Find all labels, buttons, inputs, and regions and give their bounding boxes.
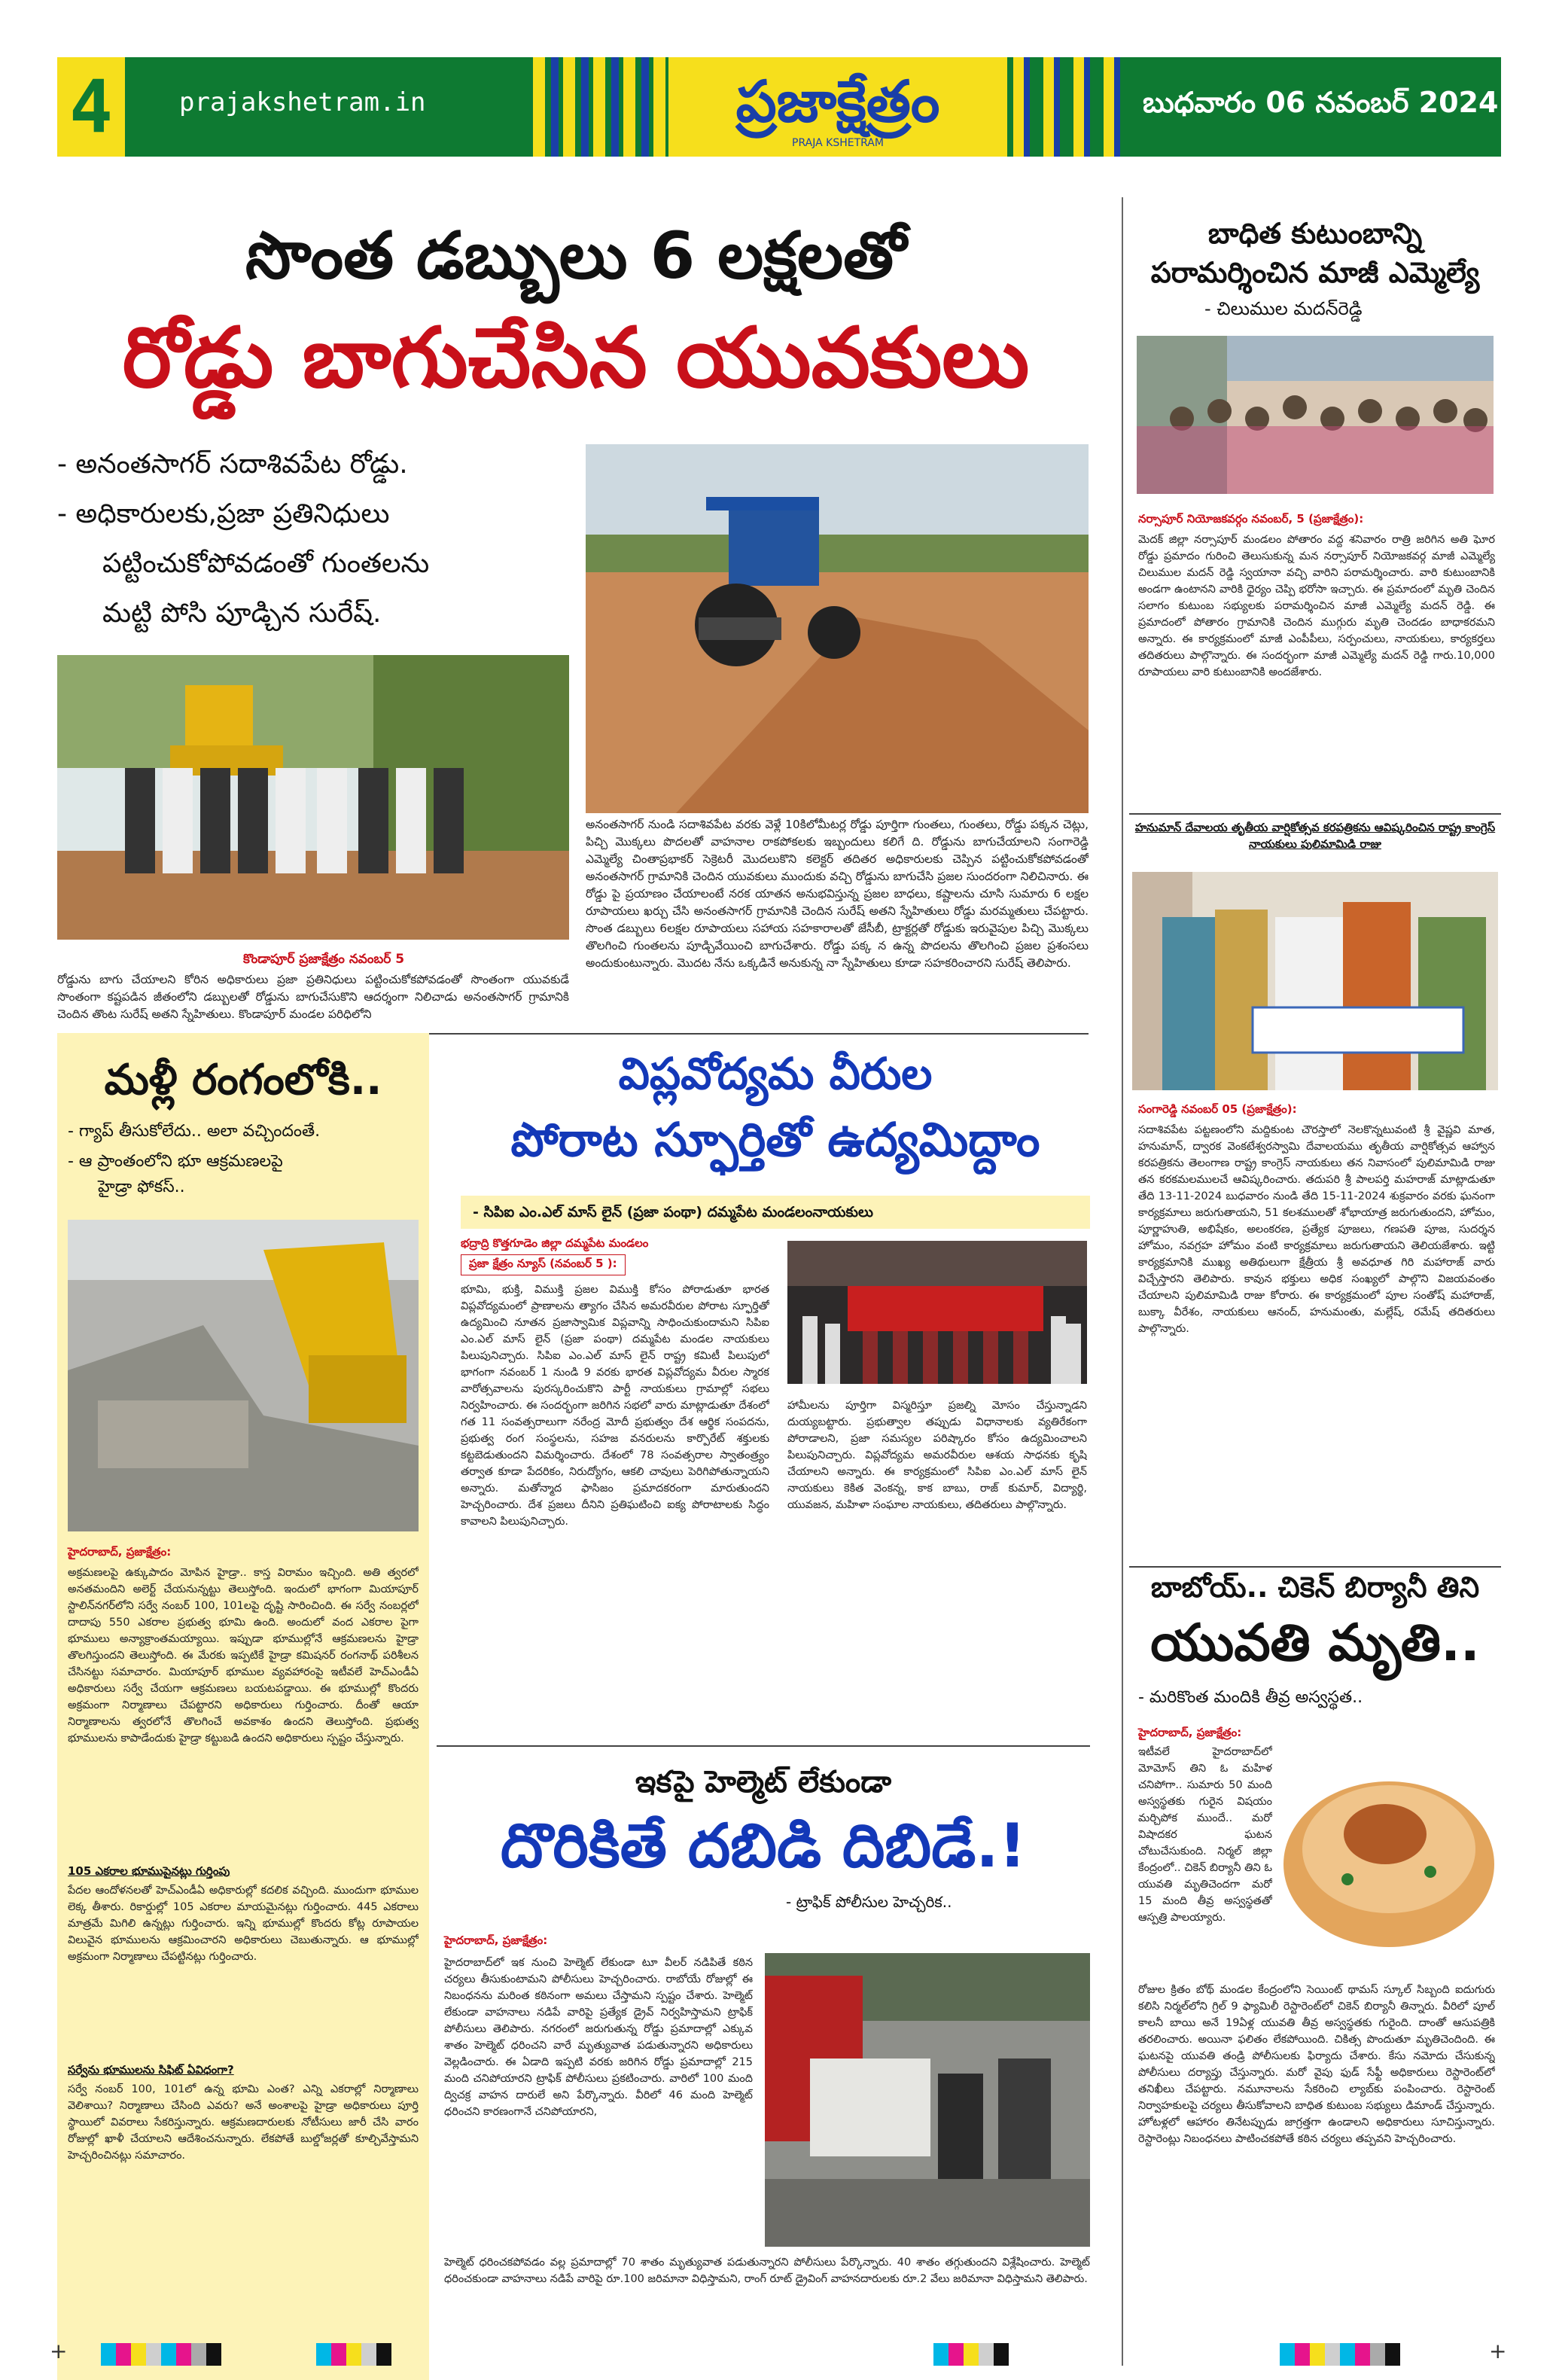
biryani-photo bbox=[1280, 1736, 1498, 1962]
main-headline-line2: రోడ్డు బాగుచేసిన యువకులు bbox=[122, 309, 1030, 406]
main-headline-line1: సొంత డబ్బులు 6 లక్షలతో bbox=[245, 218, 907, 294]
malli-bullets bbox=[68, 1119, 422, 1200]
main-bullets bbox=[57, 444, 577, 634]
biryani-photo-image bbox=[1280, 1736, 1498, 1962]
chicken-bullet: - మరికొంత మందికి తీవ్ర అస్వస్థత.. bbox=[1138, 1688, 1363, 1707]
exmla-body: మెదక్ జిల్లా నర్సాపూర్ మండలం పోతారం వద్ద శనివారం రాత్రి జరిగిన అతి ఘోర రోడ్డు ప్రమాదం గురించి తెలుసుకున్న మన నర్సాపూర్ నియోజకవర్గ మాజీ ఎమ్మెల్యే చిలుముల మదన్ రెడ్డి స్వయానా వచ్చి వారిని పరామర్శించారు. వారి కుటుంబానికి అండగా ఉంటానని వారికి ధైర్యం చెప్పి భరోసా ఇచ్చారు. ఈ ప్రమాదంలో మృతి చెందిన సలాగం కుటుంబ సభ్యులకు పరామర్శించిన మాజీ ఎమ్మెల్యే మదన్ రెడ్డి. ఈ ప్రమాదంలో పోతారం గ్రామానికి చెందిన ముగ్గురు మృతి చెందడం బాధాకరమని అన్నారు. ఈ కార్యక్రమంలో మాజీ ఎంపీపీలు, సర్పంచులు, నాయకులు, కార్యకర్తలు తదితరులు పాల్గొన్నారు. ఈ సందర్భంగా మాజీ ఎమ్మెల్యే మదన్ రెడ్డి గారు.10,000 రూపాయలు వారి కుటుంబానికి అందజేశారు. bbox=[1138, 534, 1495, 678]
viplava-divider bbox=[437, 1745, 1090, 1747]
exmla-photo bbox=[1137, 336, 1494, 494]
youth-group-photo-image bbox=[57, 655, 569, 940]
hydra-demolition-photo bbox=[68, 1220, 419, 1531]
malli-bullet-2: - ఆ ప్రాంతంలోని భూ ఆక్రమణలపై bbox=[68, 1152, 283, 1171]
malli-headline: మళ్లీ రంగంలోకి.. bbox=[104, 1056, 382, 1105]
helmet-traffic-photo-image bbox=[765, 1953, 1090, 2247]
hanuman-dateline: సంగారెడ్డి నవంబర్ 05 (ప్రజాక్షేత్రం): bbox=[1138, 1102, 1297, 1116]
helmet-body-left: హైదరాబాద్‌లో ఇక నుంచి హెల్మెట్ లేకుండా టూ వీలర్ నడిపితే కఠిన చర్యలు తీసుకుంటామని పోలీసులు హెచ్చరించారు. రాబోయే రోజుల్లో ఈ నిబంధనను మరింత కఠినంగా అమలు చేస్తామని స్పష్టం చేశారు. హెల్మెట్ లేకుండా వాహనాలు నడిపే వారిపై ప్రత్యేక డ్రైవ్ నిర్వహిస్తామని ట్రాఫిక్ పోలీసులు తెలిపారు. నగరంలో జరుగుతున్న రోడ్డు ప్రమాదాల్లో ఎక్కువ శాతం హెల్మెట్ ధరించని వారే మృత్యువాత పడుతున్నారని అధికారులు వెల్లడించారు. ఈ ఏడాది ఇప్పటి వరకు జరిగిన రోడ్డు ప్రమాదాల్లో 215 మంది చనిపోయారని ట్రాఫిక్ పోలీసులు ప్రకటించారు. వారిలో 100 మంది ద్విచక్ర వాహన దారులే అని పేర్కొన్నారు. వీరిలో 46 మంది హెల్మెట్ ధరించని కారణంగానే చనిపోయారని, bbox=[444, 1957, 753, 2118]
main-photo-caption: కొండాపూర్ ప్రజాక్షేత్రం నవంబర్ 5 bbox=[242, 952, 405, 967]
newspaper-logo: ప్రజాక్షేత్రం bbox=[668, 57, 1007, 157]
hanuman-headline: హనుమాన్ దేవాలయ తృతీయ వార్షికోత్సవ కరపత్రికను ఆవిష్కరించిన రాష్ట్ర కాంగ్రెస్ నాయకులు పులిమామిడి రాజు bbox=[1134, 821, 1496, 851]
page-number: 4 bbox=[57, 57, 125, 157]
malli-body-2: పేదల ఆందోళనలతో హెచ్ఎండీఏ అధికారుల్లో కదలిక వచ్చింది. ముందుగా భూముల లెక్క తీశారు. రికార్డుల్లో 105 ఎకరాల మాయమైనట్లు గుర్తించారు. 445 ఎకరాలు మాత్రమే మిగిలి ఉన్నట్లు గుర్తించారు. ఇన్ని భూముల్లో కొందరు కోట్ల రూపాయల విలువైన భూములను ఆక్రమించారని అధికారులు చెబుతున్నారు. ఆ భూముల్లో అక్రమంగా నిర్మాణాలు చేపట్టినట్లు గుర్తించారు. bbox=[68, 1885, 419, 1963]
helmet-body-bottom: హెల్మెట్ ధరించకపోవడం వల్ల ప్రమాదాల్లో 70 శాతం మృత్యువాత పడుతున్నారని పోలీసులు పేర్కొన్నారు. 40 శాతం తగ్గుతుందని విశ్లేషించారు. హెల్మెట్ ధరించకుండా వాహనాలు నడిపే వారిపై రూ.100 జరిమానా విధిస్తామని, రాంగ్ రూట్ డ్రైవింగ్ వాహనదారులకు రూ.2 వేలు జరిమానా విధిస్తామని తెలిపారు. bbox=[444, 2257, 1090, 2285]
right-registration-mark: + bbox=[1489, 2339, 1507, 2363]
main-bullet-2: - అధికారులకు,ప్రజా ప్రతినిధులు bbox=[57, 498, 390, 529]
color-bar-right bbox=[933, 2343, 1009, 2366]
malli-subhead-1: 105 ఎకరాల భూముపైనట్లు గుర్తింపు bbox=[68, 1864, 230, 1878]
viplava-rally-photo bbox=[787, 1241, 1087, 1384]
left-registration-mark: + bbox=[50, 2339, 68, 2363]
malli-body: అక్రమణలపై ఉక్కుపాదం మోపిన హైడ్రా.. కాస్త విరామం ఇచ్చింది. అతి త్వరలో అనతమందిని అలెర్ట్ చేయనున్నట్టు తెలుస్తోంది. ఇందులో భాగంగా మియాపూర్ స్టాలిన్‌నగర్‌లోని సర్వే నంబర్ 100, 101లపై దృష్టి సారించింది. ఈ సర్వే నంబర్లలో దాదాపు 550 ఎకరాల ప్రభుత్వ భూమి ఉంది. అందులో వంద ఎకరాల పైగా భూములు అన్యాక్రాంతమయ్యాయి. ఇప్పుడా భూముల్లోనే ఆక్రమణలను హైడ్రా తొలగిస్తుందని తెలుస్తోంది. ఈ మేరకు ఇప్పటికే హైడ్రా కమిషనర్ రంగనాథ్ పరిశీలన చేసినట్టు సమాచారం. మియాపూర్ భూముల వ్యవహారంపై ఇటీవలే హెచ్‌ఎండీఏ అధికారులు సర్వే చేయగా ఆక్రమణలు బయటపడ్డాయి. ఈ భూముల్లో కొందరు అక్రమంగా నిర్మాణాలు చేపట్టారని అధికారులు గుర్తించారు. దీంతో ఆయా నిర్మాణాలను త్వరలోనే తొలగించే అవకాశం ఉందని తెలుస్తోంది. ప్రభుత్వ భూములను కాపాడేందుకు హైడ్రా కట్టుబడి ఉందని అధికారులు స్పష్టం చేస్తున్నారు. bbox=[68, 1567, 419, 1745]
viplava-headline-line1: విప్లవోద్యమ వీరుల bbox=[618, 1048, 933, 1099]
viplava-body-left: భూమి, భుక్తి, విముక్తి ప్రజల విముక్తి కోసం పోరాడుతూ భారత విప్లవోద్యమంలో ప్రాణాలను త్యాగం చేసిన అమరవీరుల పోరాట స్ఫూర్తితో ఉద్యమించి నూతన ప్రజాస్వామిక విప్లవాన్ని సాధించుకుందామని సిపిఐ ఎం.ఎల్ మాస్ లైన్ (ప్రజా పంథా) దమ్మపేట మండల నాయకులు పిలుపునిచ్చారు. సిపిఐ ఎం.ఎల్ మాస్ లైన్ రాష్ట్ర కమిటీ పిలుపులో భాగంగా నవంబర్ 1 నుండి 9 వరకు భారత విప్లవోద్యమ వీరుల స్మారక వారోత్సవాలను పురస్కరించుకొని పార్టీ నాయకులు గ్రామాల్లో సభలు నిర్వహించారు. ఈ సందర్భంగా జరిగిన సభలో వారు మాట్లాడుతూ దేశంలో గత 11 సంవత్సరాలుగా నరేంద్ర మోదీ ప్రభుత్వం దేశ ఆర్థిక సంపదను, ప్రభుత్వ రంగ సంస్థలను, సహజ వనరులను కార్పొరేట్ శక్తులకు కట్టబెడుతుందని విమర్శించారు. దేశంలో 78 సంవత్సరాల స్వాతంత్ర్యం తర్వాత కూడా పేదరికం, నిరుద్యోగం, ఆకలి చావులు పెరిగిపోతున్నాయని అన్నారు. మతోన్మాద ఫాసిజం ప్రమాదకరంగా మారుతుందని హెచ్చరించారు. దేశ ప్రజలు దీనిని ప్రతిఘటించి ఐక్య పోరాటాలకు సిద్ధం కావాలని పిలుపునిచ్చారు. bbox=[461, 1284, 769, 1528]
right-column-rule bbox=[1122, 197, 1123, 2366]
malli-body-3: సర్వే నంబర్ 100, 101లో ఉన్న భూమి ఎంత? ఎన్ని ఎకరాల్లో నిర్మాణాలు వెలిశాయి? నిర్మాణాలు చేసింది ఎవరు? అనే అంశాలపై హైడ్రా అధికారులు పూర్తి స్థాయిలో వివరాలు సేకరిస్తున్నారు. ఆక్రమణదారులకు నోటీసులు జారీ చేసి వారం రోజుల్లో ఖాళీ చేయాలని ఆదేశించనున్నారు. లేకపోతే బుల్డోజర్లతో కూల్చివేస్తామని హెచ్చరించినట్లు సమాచారం. bbox=[68, 2083, 419, 2162]
viplava-byline: - సిపిఐ ఎం.ఎల్ మాస్ లైన్ (ప్రజా పంథా) దమ్మపేట మండలంనాయకులు bbox=[461, 1196, 1090, 1229]
malli-subhead-2: సర్వేను భూములను సిఫిట్ ఏవిధంగా? bbox=[68, 2063, 234, 2077]
main-body-left: రోడ్డును బాగు చేయాలని కోరిన అధికారులు ప్రజా ప్రతినిధులు పట్టించుకోకపోవడంతో సొంతంగా యువకుడే సొంతంగా కష్టపడిన జీతంలోని డబ్బులతో రోడ్డును బాగుచేసుకొని ఆదర్శంగా నిలిచాడు అనంతసాగర్ గ్రామానికి చెందిన తొంట సురేష్ అతని స్నేహితులు. కొండాపూర్ మండల పరిధిలోని bbox=[57, 973, 569, 1021]
tractor-photo bbox=[586, 444, 1089, 813]
hanuman-photo-image bbox=[1132, 872, 1498, 1090]
hydra-demolition-photo-image bbox=[68, 1220, 419, 1531]
masthead-stripes-right bbox=[1007, 57, 1128, 157]
exmla-photo-image bbox=[1137, 336, 1494, 494]
exmla-byline: - చిలుముల మదన్‌రెడ్డి bbox=[1204, 298, 1363, 319]
exmla-dateline: నర్సాపూర్ నియోజకవర్గం నవంబర్, 5 (ప్రజాక్షేత్రం): bbox=[1138, 512, 1364, 526]
helmet-headline-line1: ఇకపై హెల్మెట్ లేకుండా bbox=[635, 1765, 891, 1799]
chicken-headline-line2: యువతి మృతి.. bbox=[1150, 1614, 1480, 1673]
color-bar-left-2 bbox=[316, 2343, 391, 2366]
masthead bbox=[57, 57, 1501, 157]
malli-dateline: హైదరాబాద్, ప్రజాక్షేత్రం: bbox=[68, 1545, 172, 1559]
chicken-body-bottom: రోజుల క్రితం బోథ్ మండల కేంద్రంలోని సెయింట్ థామస్ స్కూల్ సిబ్బంది ఐదుగురు కలిసి నిర్మల్‌లోని గ్రిల్ 9 ఫ్యామిలీ రెస్టారెంట్‌లో చికెన్ బిర్యానీ తిన్నారు. వీరిలో పూల్ కాలనీ బాయి అనే 19ఏళ్ల యువతి తీవ్ర అస్వస్థతకు గురైంది. దాంతో ఆసుపత్రికి తరలించారు. అయినా ఫలితం లేకపోయింది. చికిత్స పొందుతూ మృతిచెందింది. ఈ ఘటనపై యువతి తండ్రి పోలీసులకు ఫిర్యాదు చేశారు. కేసు నమోదు చేసుకున్న పోలీసులు దర్యాప్తు చేస్తున్నారు. మరో వైపు ఫుడ్ సేఫ్టీ అధికారులు రెస్టారెంట్‌లో తనిఖీలు చేపట్టారు. నమూనాలను సేకరించి ల్యాబ్‌కు పంపించారు. రెస్టారెంట్ నిర్వాహకులపై చర్యలు తీసుకోవాలని బాధిత కుటుంబ సభ్యులు డిమాండ్ చేస్తున్నారు. హోటళ్లలో ఆహారం తినేటప్పుడు జాగ్రత్తగా ఉండాలని అధికారులు సూచిస్తున్నారు. రెస్టారెంట్లు నిబంధనలు పాటించకపోతే కఠిన చర్యలు తప్పవని హెచ్చరించారు. bbox=[1138, 1984, 1495, 2145]
exmla-divider bbox=[1129, 813, 1501, 815]
exmla-headline-line1: బాధిత కుటుంబాన్ని bbox=[1207, 217, 1423, 250]
issue-date: బుధవారం 06 నవంబర్ 2024 bbox=[1143, 86, 1499, 119]
chicken-body-top: ఇటీవలే హైదరాబాద్‌లో మోమోస్ తిని ఓ మహిళ చనిపోగా.. సుమారు 50 మంది అస్వస్థతకు గురైన విషయం మర్చిపోక ముందే.. మరో విషాదకర ఘటన చోటుచేసుకుంది. నిర్మల్ జిల్లా కేంద్రంలో.. చికెన్ బిర్యానీ తిని ఓ యువతి మృతిచెందగా మరో 15 మంది తీవ్ర అస్వస్థతతో ఆస్పత్రి పాలయ్యారు. bbox=[1138, 1746, 1272, 1924]
helmet-traffic-photo bbox=[765, 1953, 1090, 2247]
helmet-headline-line2: దొరికితే దబిడి దిబిడే.! bbox=[500, 1811, 1027, 1881]
main-bullet-3: పట్టించుకోపోవడంతో గుంతలను bbox=[102, 548, 430, 579]
exmla-headline-line2: పరామర్శించిన మాజీ ఎమ్మెల్యే bbox=[1150, 256, 1480, 289]
helmet-byline: - ట్రాఫిక్ పోలీసుల హెచ్చరిక.. bbox=[786, 1893, 952, 1911]
site-url[interactable]: prajakshetram.in bbox=[179, 87, 426, 117]
youth-group-photo bbox=[57, 655, 569, 940]
chicken-dateline: హైదరాబాద్, ప్రజాక్షేత్రం: bbox=[1138, 1726, 1242, 1739]
color-bar-right-2 bbox=[1280, 2343, 1400, 2366]
viplava-dateline-2: ప్రజా క్షేత్రం న్యూస్ (నవంబర్ 5 ): bbox=[461, 1254, 626, 1275]
hanuman-photo bbox=[1132, 872, 1498, 1090]
hanuman-body: సదాశివపేట పట్టణంలోని మద్దికుంట చౌరస్తాలో నెలకొన్నటువంటి శ్రీ వైష్ణవి మాత, హనుమాన్, ద్వారక వెంకటేశ్వరస్వామి దేవాలయము తృతీయ వార్షికోత్సవ ఆహ్వాన కరపత్రికను తెలంగాణ రాష్ట్ర కాంగ్రెస్ నాయకులు తన నివాసంలో పులిమామిడి రాజు తన కరకమలములచే ఆవిష్కరించారు. తదుపరి శ్రీ పాలపర్తి మహరాజ్ మాట్లాడుతూ తేది 13-11-2024 బుధవారం నుండి తేది 15-11-2024 శుక్రవారం వరకు ఘనంగా కార్యక్రమాలు జరుగుతాయని, 51 కలశములతో శోభాయాత్ర జరుగుతుందని, హోమం, పూర్ణాహుతి, అభిషేకం, అలంకరణ, ప్రత్యేక పూజలు, గణపతి పూజ, సుదర్శన హోమం, నవగ్రహ హోమం వంటి కార్యక్రమాలు జరుగుతాయని తెలియజేశారు. ఇట్టి కార్యక్రమానికి ముఖ్య అతిథులుగా క్షేత్రీయ శ్రీ అవధూత గిరి మహారాజ్ వారు విచ్చేస్తారని తెలిపారు. కావున భక్తులు అధిక సంఖ్యలో పాల్గొని విజయవంతం చేయాలని పులిమామిడి రాజు కోరారు. ఈ కార్యక్రమంలో పూల సంతోష్ మహారాజ్, బుక్కా వీరేశం, నాయకులు ఆనంద్, హనుమంతు, మల్లేష్, రమేష్ తదితరులు పాల్గొన్నారు. bbox=[1138, 1124, 1495, 1335]
malli-bullet-1: - గ్యాప్ తీసుకోలేదు.. అలా వచ్చిందంతే. bbox=[68, 1122, 321, 1141]
helmet-dateline: హైదరాబాద్, ప్రజాక్షేత్రం: bbox=[444, 1934, 548, 1947]
tractor-photo-image bbox=[586, 444, 1089, 813]
viplava-rally-photo-image bbox=[787, 1241, 1087, 1384]
main-bullet-1: - అనంతసాగర్ సదాశివపేట రోడ్డు. bbox=[57, 449, 408, 480]
main-bullet-4: మట్టి పోసి పూడ్చిన సురేష్. bbox=[102, 598, 382, 629]
malli-bullet-3: హైడ్రా ఫోకస్.. bbox=[98, 1178, 185, 1196]
main-body-right: అనంతసాగర్ నుండి సదాశివపేట వరకు వెళ్లే 10కిలోమీటర్ల రోడ్డు పూర్తిగా గుంతలు, గుంతలు, రోడ్డు పక్కన చెట్లు, పిచ్చి మొక్కలు పొదలతో వాహనాల రాకపోకలకు ఇబ్బందులు కలిగే ది. రోడ్డును బాగుచేయాలని సంగారెడ్డి ఎమ్మెల్యే చింతాప్రభాకర్ సెక్రెటరీ మొదలుకొని కలెక్టర్ తదితర అధికారులకు చెప్పిన పట్టించుకోకపోవడంతో అనంతసాగర్ గ్రామానికి చెందిన యువకులు ముందుకు వచ్చి రోడ్డును బాగుచేసి ప్రజల సుందరంగా నిలిచినారు. ఈ రోడ్డు పై ప్రయాణం చేయాలంటే నరక యాతన అనుభవిస్తున్న ప్రజల బాధలు, కష్టాలను చూసి సుమారు 6 లక్షల రూపాయలు ఖర్చు చేసి అనంతసాగర్ గ్రామానికి చెందిన సురేష్ అతని స్నేహితులు రోడ్డు మరమ్మతులు చేపట్టారు. సొంత డబ్బులు 6లక్షల రూపాయలు సహాయ సహకారాలతో జేసీబీ, ట్రాక్టర్లతో రోడ్డుకు ఇరువైపుల పిచ్చి మొక్కలు తొలగించి గుంతలను పూడ్చివేయించి బాగుచేశారు. రోడ్డు పక్క న ఉన్న పొదలను తొలగించి ప్రజల ప్రశంసలు అందుకుంటున్నారు. మొదట నేను ఒక్కడినే అనుకున్న నా స్నేహితులు కూడా సహకరించారని సురేష్ తెలిపారు. bbox=[586, 818, 1089, 970]
viplava-dateline-1: భద్రాద్రి కొత్తగూడెం జిల్లా దమ్మపేట మండలం bbox=[461, 1236, 649, 1250]
viplava-body-right: హామీలను పూర్తిగా విస్మరిస్తూ ప్రజల్ని మోసం చేస్తున్నాడని దుయ్యబట్టారు. ప్రభుత్వాల తప్పుడు విధానాలకు వ్యతిరేకంగా పోరాడాలని, ప్రజా సమస్యల పరిష్కారం కోసం ఉద్యమించాలని పిలుపునిచ్చారు. విప్లవోద్యమ అమరవీరుల ఆశయ సాధనకు కృషి చేయాలని అన్నారు. ఈ కార్యక్రమంలో సిపిఐ ఎం.ఎల్ మాస్ లైన్ నాయకులు కెకిత వెంకన్న, కాక బాబు, రాజ్ కుమార్, విద్యార్థి, యువజన, మహిళా సంఘాల నాయకులు, తదితరులు పాల్గొన్నారు. bbox=[787, 1400, 1087, 1511]
newspaper-logo-subtitle: PRAJA KSHETRAM bbox=[792, 137, 884, 149]
viplava-headline-line2: పోరాట స్ఫూర్తితో ఉద్యమిద్దాం bbox=[510, 1112, 1040, 1167]
color-bar-left bbox=[101, 2343, 221, 2366]
masthead-stripes-left bbox=[533, 57, 668, 157]
chicken-headline-line1: బాబోయ్.. చికెన్ బిర్యానీ తిని bbox=[1150, 1571, 1480, 1604]
